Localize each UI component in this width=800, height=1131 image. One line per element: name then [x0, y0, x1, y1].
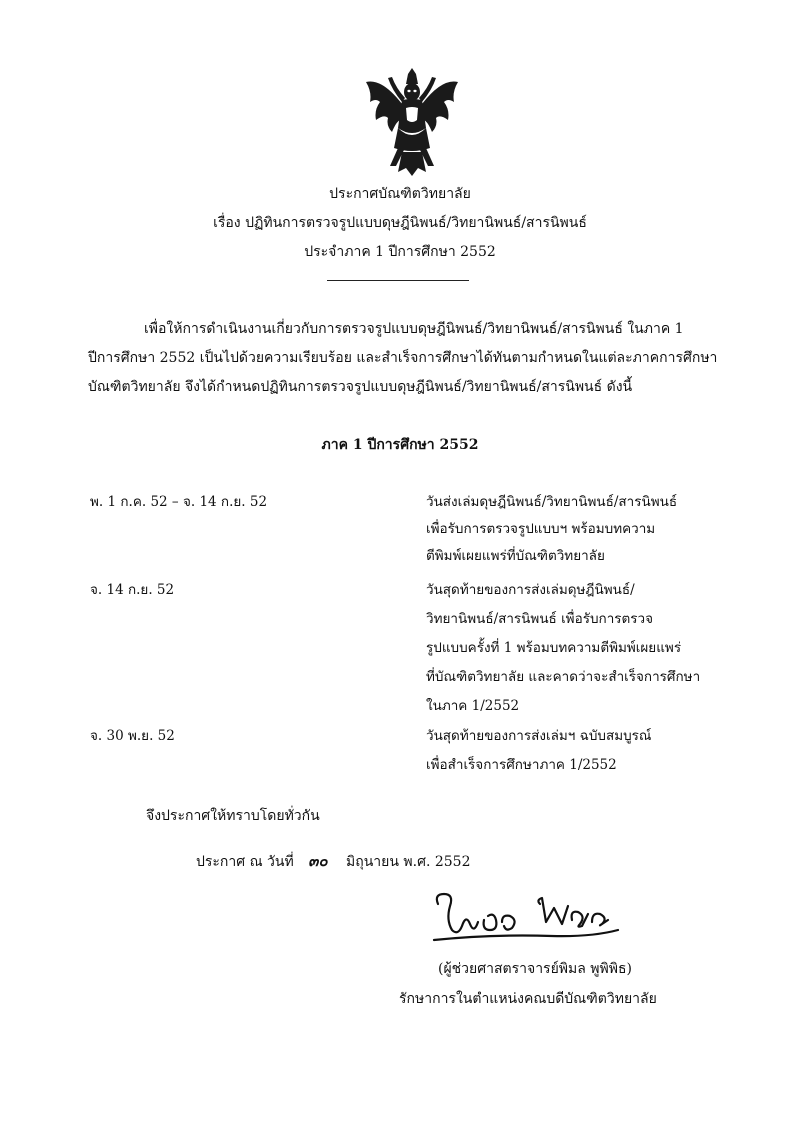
announcement-subject: เรื่อง ปฏิทินการตรวจรูปแบบดุษฎีนิพนธ์/วิทยานิพนธ์/สารนิพนธ์: [213, 215, 587, 231]
schedule-line: ที่บัณฑิตวิทยาลัย และคาดว่าจะสำเร็จการศึกษา: [426, 669, 701, 685]
signer-position: รักษาการในตำแหน่งคณบดีบัณฑิตวิทยาลัย: [399, 991, 657, 1007]
intro-line: เพื่อให้การดำเนินงานเกี่ยวกับการตรวจรูปแบบดุษฎีนิพนธ์/วิทยานิพนธ์/สารนิพนธ์ ในภาค 1: [144, 321, 684, 337]
date-month-year: มิถุนายน พ.ศ. 2552: [346, 854, 471, 870]
schedule-line: วันส่งเล่มดุษฎีนิพนธ์/วิทยานิพนธ์/สารนิพนธ์: [426, 494, 678, 510]
schedule-line: เพื่อรับการตรวจรูปแบบฯ พร้อมบทความ: [426, 521, 656, 537]
intro-line: บัณฑิตวิทยาลัย จึงได้กำหนดปฏิทินการตรวจรูปแบบดุษฎีนิพนธ์/วิทยานิพนธ์/สารนิพนธ์ ดังนี้: [88, 379, 633, 395]
garuda-emblem-icon: [362, 68, 462, 178]
intro-line: ปีการศึกษา 2552 เป็นไปด้วยความเรียบร้อย และสำเร็จการศึกษาได้ทันตามกำหนดในแต่ละภาคการศึกษา: [88, 350, 718, 366]
announcement-title: ประกาศบัณฑิตวิทยาลัย: [329, 186, 471, 202]
schedule-line: วันสุดท้ายของการส่งเล่มดุษฎีนิพนธ์/: [426, 582, 635, 598]
schedule-line: วันสุดท้ายของการส่งเล่มฯ ฉบับสมบูรณ์: [426, 728, 652, 744]
schedule-line: ในภาค 1/2552: [426, 698, 520, 714]
closing-notice: จึงประกาศให้ทราบโดยทั่วกัน: [146, 808, 320, 824]
schedule-line: วิทยานิพนธ์/สารนิพนธ์ เพื่อรับการตรวจ: [426, 611, 654, 627]
schedule-line: รูปแบบครั้งที่ 1 พร้อมบทความตีพิมพ์เผยแพร่: [426, 640, 682, 656]
schedule-date: พ. 1 ก.ค. 52 – จ. 14 ก.ย. 52: [90, 494, 268, 510]
handwritten-signature: [432, 890, 622, 950]
schedule-date: จ. 14 ก.ย. 52: [90, 582, 175, 598]
date-day: ๓๐: [308, 852, 328, 870]
schedule-line: เพื่อสำเร็จการศึกษาภาค 1/2552: [426, 757, 617, 773]
announcement-date: [196, 849, 471, 873]
date-prefix: ประกาศ ณ วันที่: [196, 854, 294, 870]
header-divider: [327, 280, 469, 281]
section-title: ภาค 1 ปีการศึกษา 2552: [321, 437, 479, 453]
schedule-line: ตีพิมพ์เผยแพร่ที่บัณฑิตวิทยาลัย: [426, 548, 605, 564]
schedule-date: จ. 30 พ.ย. 52: [90, 728, 175, 744]
announcement-term: ประจำภาค 1 ปีการศึกษา 2552: [304, 244, 496, 260]
signer-name: (ผู้ช่วยศาสตราจารย์พิมล พูพิพิธ): [438, 961, 632, 977]
